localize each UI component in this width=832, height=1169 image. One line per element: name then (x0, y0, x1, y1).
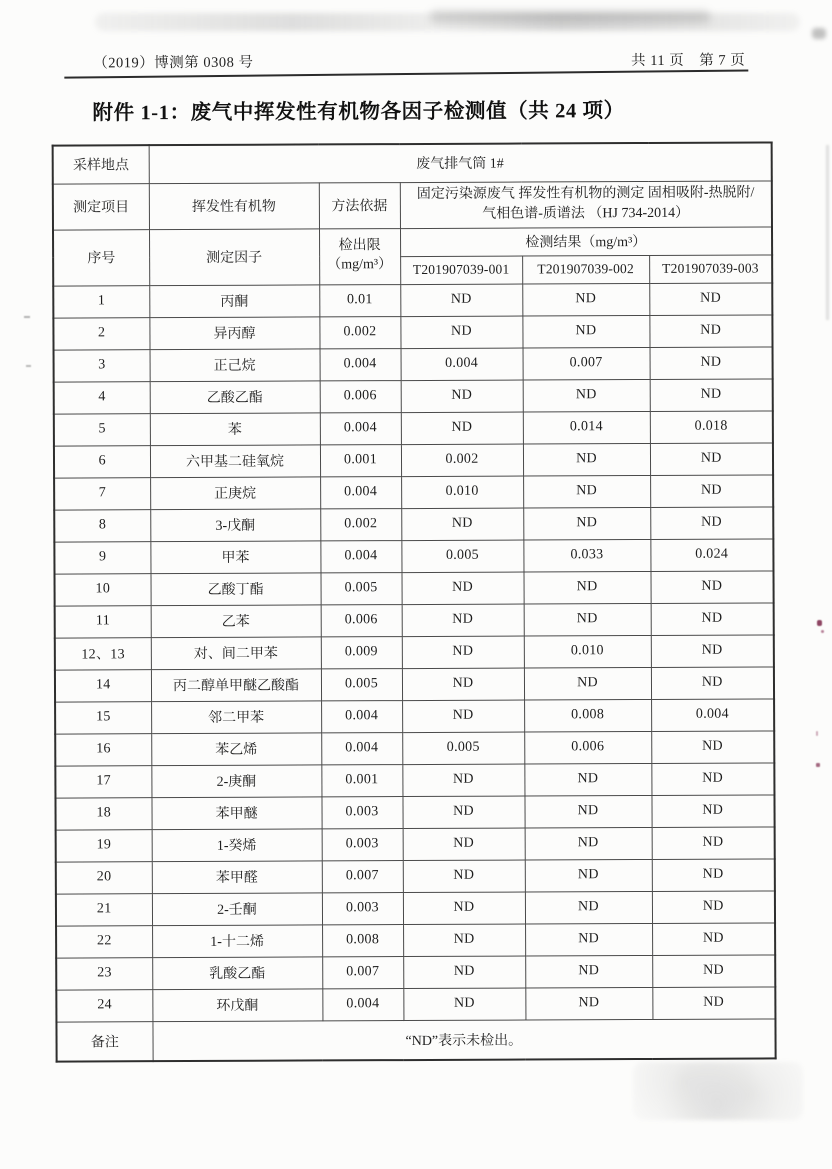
cell-detection-limit: 0.005 (320, 572, 401, 604)
cell-result-3: 0.018 (650, 410, 773, 443)
cell-factor: 环戊酮 (152, 988, 322, 1021)
table-row (55, 698, 774, 733)
document-header (93, 49, 745, 73)
cell-detection-limit: 0.008 (322, 924, 403, 956)
cell-seq: 15 (55, 701, 151, 733)
cell-seq: 7 (54, 477, 150, 509)
cell-result-2: 0.008 (524, 699, 651, 732)
cell-result-2: ND (522, 283, 649, 316)
cell-detection-limit: 0.003 (322, 828, 403, 860)
cell-seq: 3 (54, 349, 150, 381)
cell-result-2: ND (525, 891, 652, 924)
page-title: 附件 1-1：废气中挥发性有机物各因子检测值（共 24 项） (92, 100, 625, 125)
cell-detection-limit: 0.004 (321, 732, 402, 764)
cell-result-1: ND (403, 828, 525, 861)
cell-result-3: ND (651, 730, 774, 763)
table-row (53, 314, 772, 349)
cell-result-3: ND (652, 890, 775, 923)
cell-result-3: ND (650, 346, 773, 379)
cell-result-1: ND (401, 412, 523, 445)
seq-header: 序号 (53, 229, 149, 285)
cell-result-1: ND (402, 796, 524, 829)
cell-seq: 17 (55, 765, 151, 797)
result-header-row (53, 226, 772, 257)
cell-factor: 苯乙烯 (151, 732, 321, 765)
cell-result-1: ND (401, 380, 523, 413)
table-row (56, 858, 775, 893)
cell-seq: 5 (54, 413, 150, 445)
table-row (54, 570, 773, 605)
limit-header (319, 228, 400, 284)
document-number: （2019）博测第 0308 号 (93, 54, 254, 72)
table-row (55, 666, 774, 701)
cell-detection-limit: 0.001 (321, 764, 402, 796)
cell-result-3: ND (651, 794, 774, 827)
cell-result-2: ND (523, 475, 650, 508)
table-body (53, 282, 775, 1021)
cell-result-3: ND (651, 762, 774, 795)
cell-result-2: 0.007 (523, 347, 650, 380)
remark-value: “ND”表示未检出。 (152, 1018, 775, 1061)
limit-header-line2: （mg/m³） (327, 257, 393, 273)
cell-detection-limit: 0.009 (321, 636, 402, 668)
cell-result-2: ND (525, 955, 652, 988)
cell-factor: 1-癸烯 (152, 828, 322, 861)
cell-seq: 10 (54, 573, 150, 605)
cell-result-1: ND (400, 316, 522, 349)
cell-seq: 4 (54, 381, 150, 413)
cell-result-2: 0.006 (524, 731, 651, 764)
cell-detection-limit: 0.005 (321, 668, 402, 700)
sample-id-2: T201907039-002 (522, 255, 649, 284)
method-value (400, 180, 772, 228)
cell-factor: 3-戊酮 (150, 508, 320, 541)
cell-seq: 12、13 (55, 637, 151, 669)
cell-seq: 22 (56, 925, 152, 957)
sampling-site-value: 废气排气筒 1# (149, 142, 772, 183)
cell-result-1: 0.005 (402, 732, 524, 765)
scan-smudge-top-dark (430, 10, 710, 23)
cell-detection-limit: 0.002 (319, 316, 400, 348)
cell-factor: 苯甲醚 (151, 796, 321, 829)
cell-result-1: ND (403, 988, 525, 1021)
cell-seq: 23 (56, 957, 152, 989)
ink-mark-right-3 (816, 731, 818, 736)
cell-result-1: ND (401, 572, 523, 605)
cell-result-2: ND (525, 923, 652, 956)
ink-mark-right-2 (821, 630, 824, 633)
cell-result-1: 0.005 (401, 540, 523, 573)
sampling-site-row (53, 142, 772, 183)
remark-row (56, 1018, 775, 1061)
cell-factor: 乙苯 (151, 604, 321, 637)
cell-result-1: ND (400, 284, 522, 317)
cell-factor: 异丙醇 (149, 316, 319, 349)
cell-seq: 19 (56, 829, 152, 861)
cell-result-3: ND (650, 570, 773, 603)
cell-seq: 9 (54, 541, 150, 573)
cell-factor: 甲苯 (150, 540, 320, 573)
sampling-site-label: 采样地点 (53, 145, 149, 183)
project-value: 挥发性有机物 (149, 182, 319, 229)
cell-result-3: ND (652, 922, 775, 955)
scan-smudge-top (95, 13, 800, 31)
cell-factor: 乙酸乙酯 (150, 380, 320, 413)
cell-result-1: ND (403, 956, 525, 989)
table-row (54, 410, 773, 445)
cell-detection-limit: 0.001 (320, 444, 401, 476)
table-row (54, 442, 773, 477)
cell-result-2: ND (525, 859, 652, 892)
scan-smudge-top-corner (812, 28, 826, 39)
cell-detection-limit: 0.01 (319, 284, 400, 316)
cell-seq: 21 (56, 893, 152, 925)
cell-factor: 正己烷 (150, 348, 320, 381)
ink-mark-right-4 (816, 763, 820, 767)
cell-result-3: ND (652, 826, 775, 859)
cell-result-3: ND (649, 314, 772, 347)
cell-result-2: ND (523, 443, 650, 476)
cell-factor: 乙酸丁酯 (150, 572, 320, 605)
cell-factor: 六甲基二硅氧烷 (150, 444, 320, 477)
project-label: 测定项目 (53, 183, 149, 229)
table-row (54, 346, 773, 381)
cell-result-2: 0.010 (524, 635, 651, 668)
cell-detection-limit: 0.004 (320, 412, 401, 444)
cell-detection-limit: 0.003 (322, 892, 403, 924)
table-row (56, 922, 775, 957)
cell-detection-limit: 0.004 (320, 476, 401, 508)
scan-smudge-bottom-right (633, 1062, 803, 1120)
table-row (55, 762, 774, 797)
cell-factor: 邻二甲苯 (151, 700, 321, 733)
cell-seq: 11 (55, 605, 151, 637)
table-row (54, 378, 773, 413)
method-line1: 固定污染源废气 挥发性有机物的测定 固相吸附-热脱附/ (416, 185, 755, 202)
cell-detection-limit: 0.004 (321, 700, 402, 732)
table-row (55, 634, 774, 669)
cell-seq: 24 (56, 989, 152, 1021)
sample-id-3: T201907039-003 (649, 254, 772, 283)
table-row (56, 826, 775, 861)
cell-result-3: ND (650, 442, 773, 475)
result-header: 检测结果（mg/m³） (400, 226, 772, 256)
scan-edge-streak (826, 145, 829, 320)
remark-label: 备注 (56, 1021, 152, 1061)
cell-factor: 丙二醇单甲醚乙酸酯 (151, 668, 321, 701)
cell-seq: 8 (54, 509, 150, 541)
cell-result-3: ND (650, 506, 773, 539)
cell-detection-limit: 0.006 (320, 380, 401, 412)
cell-result-1: ND (402, 636, 524, 669)
cell-factor: 2-庚酮 (151, 764, 321, 797)
table-row (55, 794, 774, 829)
cell-result-1: ND (401, 508, 523, 541)
cell-result-2: 0.014 (523, 411, 650, 444)
method-label: 方法依据 (319, 182, 400, 228)
cell-result-2: ND (524, 795, 651, 828)
cell-result-2: 0.033 (523, 539, 650, 572)
cell-result-2: ND (525, 987, 652, 1020)
cell-detection-limit: 0.004 (322, 988, 403, 1020)
cell-factor: 苯 (150, 412, 320, 445)
cell-detection-limit: 0.004 (320, 348, 401, 380)
cell-result-1: ND (402, 700, 524, 733)
cell-detection-limit: 0.006 (321, 604, 402, 636)
cell-result-3: ND (652, 858, 775, 891)
cell-factor: 2-壬酮 (152, 892, 322, 925)
table-row (56, 986, 775, 1021)
cell-detection-limit: 0.004 (320, 540, 401, 572)
cell-result-3: 0.004 (651, 698, 774, 731)
scan-speck-left-2 (26, 365, 31, 367)
ink-mark-right-1 (817, 620, 822, 626)
table-row (53, 282, 772, 317)
cell-factor: 苯甲醛 (152, 860, 322, 893)
cell-seq: 2 (53, 317, 149, 349)
cell-factor: 1-十二烯 (152, 924, 322, 957)
table-footer-rows (56, 1018, 775, 1061)
cell-detection-limit: 0.003 (321, 796, 402, 828)
cell-result-1: ND (403, 924, 525, 957)
cell-seq: 18 (55, 797, 151, 829)
cell-result-1: ND (402, 668, 524, 701)
table-row (55, 730, 774, 765)
cell-result-3: ND (649, 282, 772, 315)
cell-result-1: ND (403, 892, 525, 925)
cell-result-3: ND (651, 602, 774, 635)
page-pagination: 共 11 页 第 7 页 (631, 52, 746, 70)
cell-result-3: ND (650, 474, 773, 507)
cell-result-2: ND (524, 763, 651, 796)
cell-seq: 20 (56, 861, 152, 893)
cell-detection-limit: 0.007 (322, 956, 403, 988)
scan-speck-left-1 (24, 316, 30, 318)
cell-result-3: ND (652, 954, 775, 987)
cell-factor: 对、间二甲苯 (151, 636, 321, 669)
cell-result-1: 0.010 (401, 476, 523, 509)
cell-result-3: ND (651, 666, 774, 699)
cell-factor: 正庚烷 (150, 476, 320, 509)
cell-result-2: ND (522, 315, 649, 348)
limit-header-line1: 检出限 (338, 238, 381, 254)
cell-seq: 6 (54, 445, 150, 477)
table-row (56, 954, 775, 989)
cell-seq: 16 (55, 733, 151, 765)
cell-result-3: 0.024 (650, 538, 773, 571)
cell-result-2: ND (524, 667, 651, 700)
table-row (55, 602, 774, 637)
cell-result-1: 0.002 (401, 444, 523, 477)
cell-factor: 丙酮 (149, 284, 319, 317)
cell-factor: 乳酸乙酯 (152, 956, 322, 989)
cell-result-2: ND (523, 571, 650, 604)
method-row (53, 180, 772, 229)
cell-result-1: ND (402, 604, 524, 637)
table-row (54, 506, 773, 541)
table-row (54, 474, 773, 509)
cell-detection-limit: 0.007 (322, 860, 403, 892)
cell-detection-limit: 0.002 (320, 508, 401, 540)
cell-result-1: 0.004 (401, 348, 523, 381)
table-row (54, 538, 773, 573)
cell-result-2: ND (523, 379, 650, 412)
method-line2: 气相色谱-质谱法 （HJ 734-2014） (482, 205, 690, 222)
cell-seq: 14 (55, 669, 151, 701)
table-row (56, 890, 775, 925)
cell-result-3: ND (650, 378, 773, 411)
cell-result-2: ND (525, 827, 652, 860)
factor-header: 测定因子 (149, 228, 319, 285)
cell-result-2: ND (523, 507, 650, 540)
cell-result-3: ND (651, 634, 774, 667)
sample-id-1: T201907039-001 (400, 256, 522, 285)
cell-result-1: ND (403, 860, 525, 893)
table-header-rows (53, 142, 773, 285)
voc-results-table (52, 141, 777, 1062)
cell-result-1: ND (402, 764, 524, 797)
cell-result-3: ND (652, 986, 775, 1019)
cell-result-2: ND (524, 603, 651, 636)
cell-seq: 1 (53, 285, 149, 317)
